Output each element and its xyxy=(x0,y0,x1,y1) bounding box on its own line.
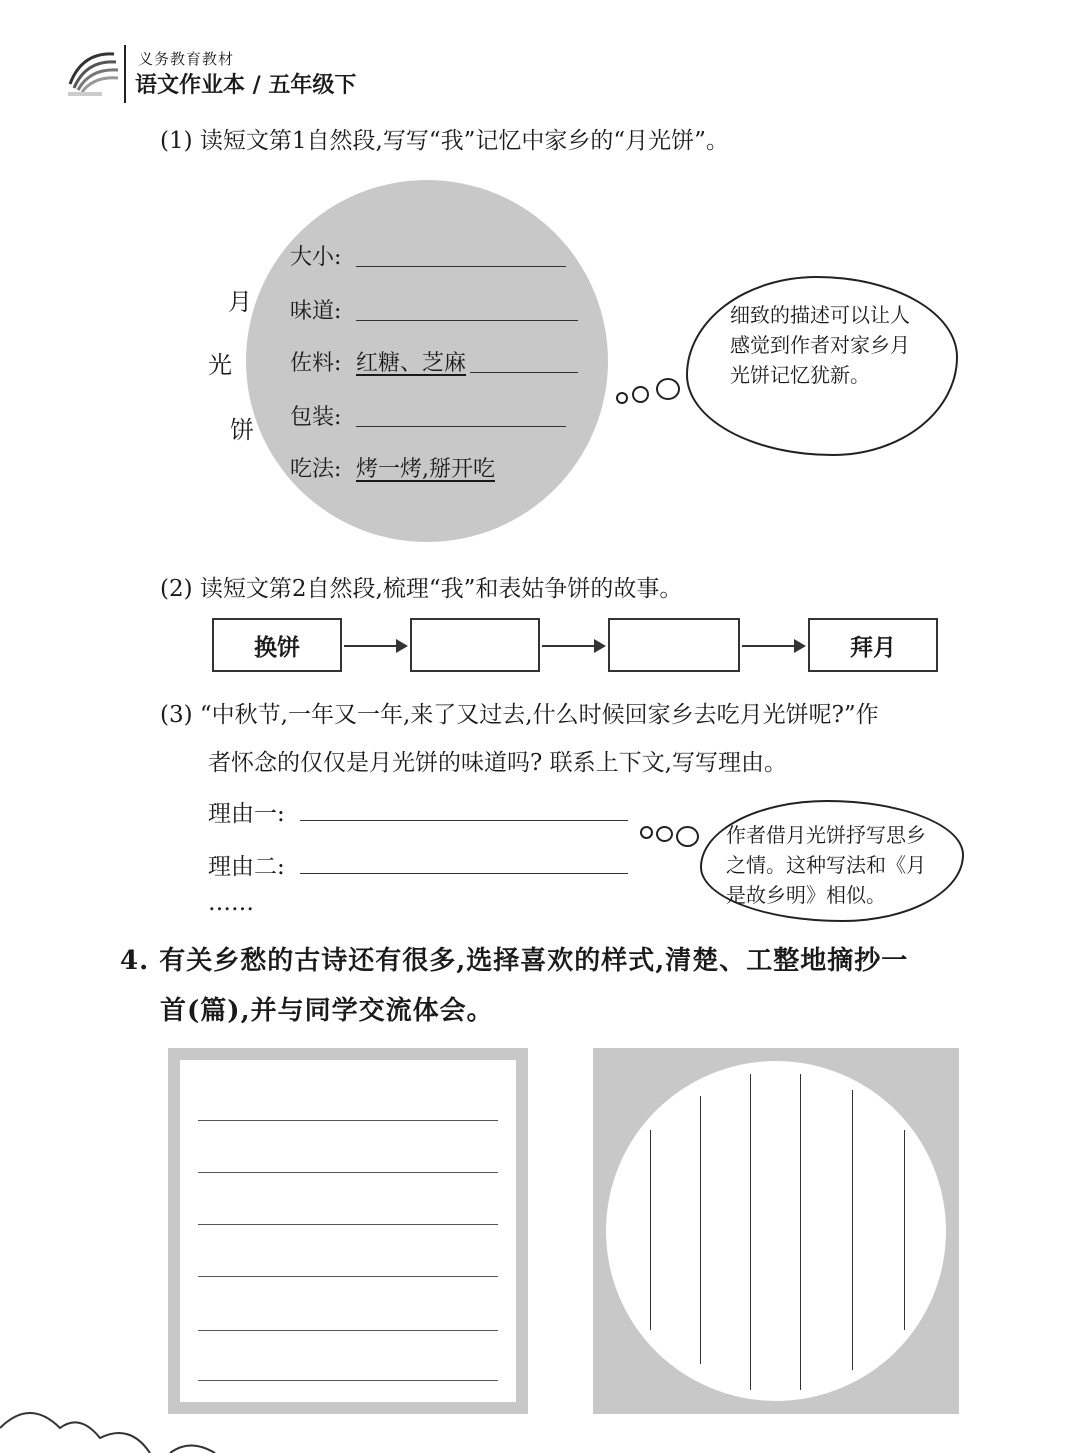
corner-cloud-decoration xyxy=(0,1398,240,1453)
vertical-rule xyxy=(904,1130,905,1330)
reason-ellipsis: …… xyxy=(208,890,254,916)
vertical-rule xyxy=(650,1130,651,1330)
q4-prompt-line1: 4. 有关乡愁的古诗还有很多,选择喜欢的样式,清楚、工整地摘抄一 xyxy=(120,946,909,976)
header-divider xyxy=(124,45,126,103)
ruled-line xyxy=(198,1120,498,1121)
story-box-1: 换饼 xyxy=(212,618,342,672)
vertical-rule xyxy=(700,1096,701,1364)
reason1-label: 理由一: xyxy=(208,801,285,827)
story-box-4: 拜月 xyxy=(808,618,938,672)
ruled-line xyxy=(198,1172,498,1173)
side-char-3: 饼 xyxy=(230,416,254,444)
field-package-line[interactable] xyxy=(356,426,566,427)
field-eating-value: 烤一烤,掰开吃 xyxy=(356,457,495,482)
story-arrow-2 xyxy=(542,645,604,647)
field-seasoning-value: 红糖、芝麻 xyxy=(356,351,467,376)
field-seasoning-label: 佐料: xyxy=(290,351,342,376)
vertical-rule xyxy=(852,1090,853,1370)
field-taste-line[interactable] xyxy=(356,320,578,321)
ruled-line xyxy=(198,1330,498,1331)
side-char-2: 光 xyxy=(208,351,232,379)
field-seasoning-line[interactable] xyxy=(470,372,578,373)
vertical-rule xyxy=(800,1074,801,1390)
header-book-title: 语文作业本 / 五年级下 xyxy=(135,72,357,98)
story-arrow-3 xyxy=(742,645,804,647)
thought-dot-medium-2 xyxy=(656,826,673,842)
thought-dot-medium xyxy=(632,386,649,403)
ruled-line xyxy=(198,1224,498,1225)
round-copy-card[interactable] xyxy=(606,1061,946,1401)
story-arrow-1 xyxy=(344,645,406,647)
q3-prompt-line1: (3) “中秋节,一年又一年,来了又过去,什么时候回家乡去吃月光饼呢?”作 xyxy=(160,702,879,728)
q3-tip-text: 作者借月光饼抒写思乡之情。这种写法和《月是故乡明》相似。 xyxy=(726,823,926,907)
q2-prompt: (2) 读短文第2自然段,梳理“我”和表姑争饼的故事。 xyxy=(160,576,683,602)
publisher-logo xyxy=(62,44,122,100)
side-char-1: 月 xyxy=(228,288,252,316)
field-package-label: 包装: xyxy=(290,405,342,430)
q1-prompt: (1) 读短文第1自然段,写写“我”记忆中家乡的“月光饼”。 xyxy=(160,128,729,154)
square-copy-card[interactable] xyxy=(180,1060,516,1402)
story-box-3[interactable] xyxy=(608,618,740,672)
thought-dot-large xyxy=(656,378,680,400)
reason2-line[interactable] xyxy=(300,873,628,874)
q3-tip-bubble xyxy=(700,800,964,922)
reason1-line[interactable] xyxy=(300,820,628,821)
reason2-label: 理由二: xyxy=(208,854,285,880)
ruled-line xyxy=(198,1380,498,1381)
field-size-line[interactable] xyxy=(356,266,566,267)
field-taste-label: 味道: xyxy=(290,299,342,324)
q1-tip-bubble xyxy=(686,276,958,456)
story-box-2[interactable] xyxy=(410,618,540,672)
q3-prompt-line2: 者怀念的仅仅是月光饼的味道吗? 联系上下文,写写理由。 xyxy=(208,750,787,776)
thought-dot-small xyxy=(616,392,628,404)
q1-tip-text: 细致的描述可以让人感觉到作者对家乡月光饼记忆犹新。 xyxy=(730,303,910,387)
field-size-label: 大小: xyxy=(290,245,342,270)
header-series: 义务教育教材 xyxy=(138,50,235,68)
q4-prompt-line2: 首(篇),并与同学交流体会。 xyxy=(160,996,494,1026)
field-eating-label: 吃法: xyxy=(290,457,342,482)
thought-dot-small-2 xyxy=(640,826,653,839)
ruled-line xyxy=(198,1276,498,1277)
vertical-rule xyxy=(750,1074,751,1390)
thought-dot-large-2 xyxy=(676,826,699,847)
